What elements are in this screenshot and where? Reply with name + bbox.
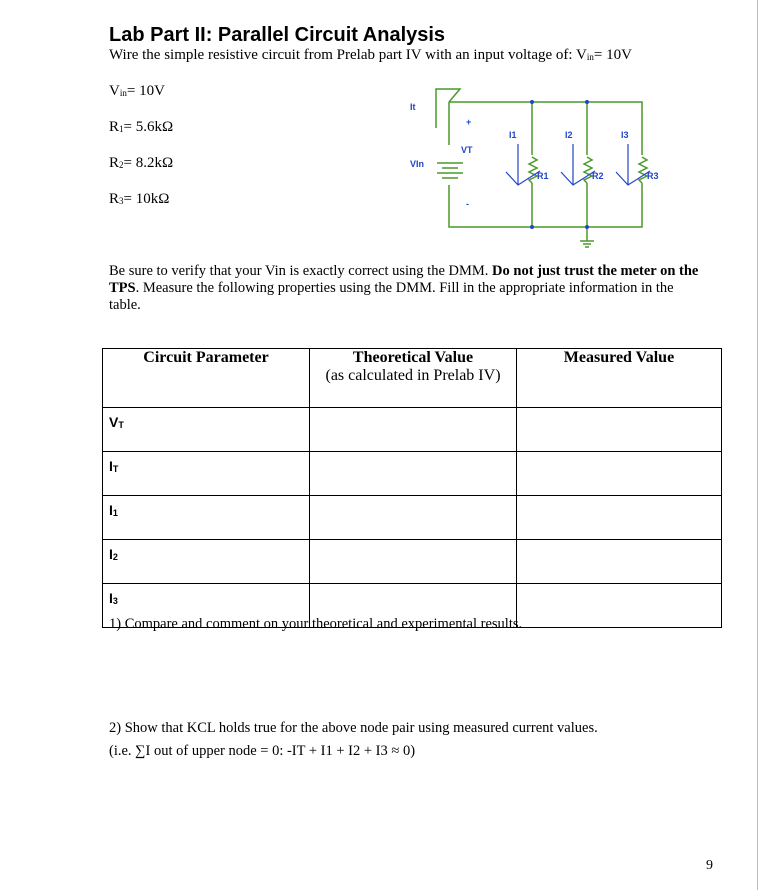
table-row	[103, 408, 722, 452]
value-r2	[109, 155, 173, 172]
question-1: 1) Compare and comment on your theoretical and experimental results.	[109, 616, 523, 632]
page-number: 9	[706, 858, 713, 873]
measured-cell[interactable]	[517, 452, 722, 496]
row-label	[103, 496, 310, 540]
measured-cell[interactable]	[517, 584, 722, 628]
val: = 5.6kΩ	[123, 119, 174, 135]
sub: T	[118, 420, 124, 430]
theoretical-cell[interactable]	[310, 540, 517, 584]
intro-tail: = 10V	[593, 47, 632, 63]
sub: 3	[119, 196, 124, 206]
label-plus: +	[466, 117, 472, 127]
sym: V	[109, 414, 119, 430]
theoretical-cell[interactable]	[310, 408, 517, 452]
measurement-table	[102, 348, 722, 628]
label-r2: R2	[592, 171, 604, 181]
intro-sub: in	[586, 52, 594, 62]
sym: R	[109, 191, 120, 207]
current-arrows	[506, 144, 650, 185]
sym: I	[109, 590, 113, 606]
theoretical-cell[interactable]	[310, 496, 517, 540]
question-2-example: (i.e. ∑I out of upper node = 0: -IT + I1 + I2 + I3 ≈ 0)	[109, 743, 416, 759]
sub: T	[112, 464, 119, 474]
theoretical-cell[interactable]	[310, 452, 517, 496]
sub: 1	[112, 508, 118, 518]
val: = 10kΩ	[123, 191, 170, 207]
sym: R	[109, 155, 120, 171]
header-parameter: Circuit Parameter	[103, 349, 310, 408]
circuit-diagram	[400, 75, 680, 255]
value-r1	[109, 119, 173, 136]
header-measured: Measured Value	[517, 349, 722, 408]
sym: R	[109, 119, 120, 135]
instr-a: Be sure to verify that your Vin is exactly correct using the DMM.	[109, 263, 493, 279]
i1-arrow-icon	[506, 144, 540, 185]
table-row	[103, 540, 722, 584]
i2-arrow-icon	[561, 144, 595, 185]
label-it: It	[410, 102, 416, 112]
label-r1: R1	[537, 171, 549, 181]
measured-cell[interactable]	[517, 496, 722, 540]
sym: V	[109, 83, 120, 99]
resistor-r1-icon	[529, 157, 537, 183]
battery-icon	[437, 163, 463, 178]
sub: 3	[112, 596, 118, 606]
sub: 1	[119, 124, 124, 134]
resistor-r2-icon	[584, 157, 592, 183]
row-label	[103, 540, 310, 584]
question-2: 2) Show that KCL holds true for the above node pair using measured current values.	[109, 720, 598, 736]
value-r3	[109, 191, 169, 208]
table-row	[103, 496, 722, 540]
label-i3: I3	[621, 130, 629, 140]
header-theoretical-label: Theoretical Value	[352, 349, 474, 366]
label-r3: R3	[647, 171, 659, 181]
header-theoretical-sub: (as calculated in Prelab IV)	[325, 367, 501, 384]
instr-c: . Measure the following properties using the DMM. Fill in the appropriate information in the table.	[109, 280, 674, 313]
instr-bold: Do not just trust the meter on the TPS	[109, 263, 699, 296]
sym: I	[109, 546, 113, 562]
sym: I	[109, 502, 113, 518]
table-row	[103, 452, 722, 496]
page-edge	[757, 0, 758, 890]
resistor-r3-icon	[639, 157, 647, 183]
val: = 8.2kΩ	[123, 155, 174, 171]
instructions	[109, 263, 709, 314]
val: = 10V	[126, 83, 165, 99]
measured-cell[interactable]	[517, 408, 722, 452]
measured-cell[interactable]	[517, 540, 722, 584]
i3-arrow-icon	[616, 144, 650, 185]
it-arrow-icon	[436, 89, 460, 128]
label-vt: VT	[461, 145, 473, 155]
sym: I	[109, 458, 113, 474]
label-i2: I2	[565, 130, 573, 140]
sub: 2	[119, 160, 124, 170]
row-label	[103, 452, 310, 496]
label-vin: VIn	[410, 159, 425, 169]
header-theoretical	[310, 349, 517, 408]
row-label	[103, 408, 310, 452]
value-vin	[109, 83, 165, 100]
ground-icon	[580, 227, 594, 247]
sub: 2	[112, 552, 118, 562]
page-title: Lab Part II: Parallel Circuit Analysis	[109, 24, 446, 46]
table-header	[103, 349, 722, 408]
label-minus: -	[466, 199, 469, 209]
sub: in	[119, 88, 127, 98]
intro-text	[109, 47, 632, 64]
circuit-wires	[436, 89, 647, 247]
label-i1: I1	[509, 130, 517, 140]
intro-main: Wire the simple resistive circuit from Prelab part IV with an input voltage of: V	[109, 47, 587, 63]
